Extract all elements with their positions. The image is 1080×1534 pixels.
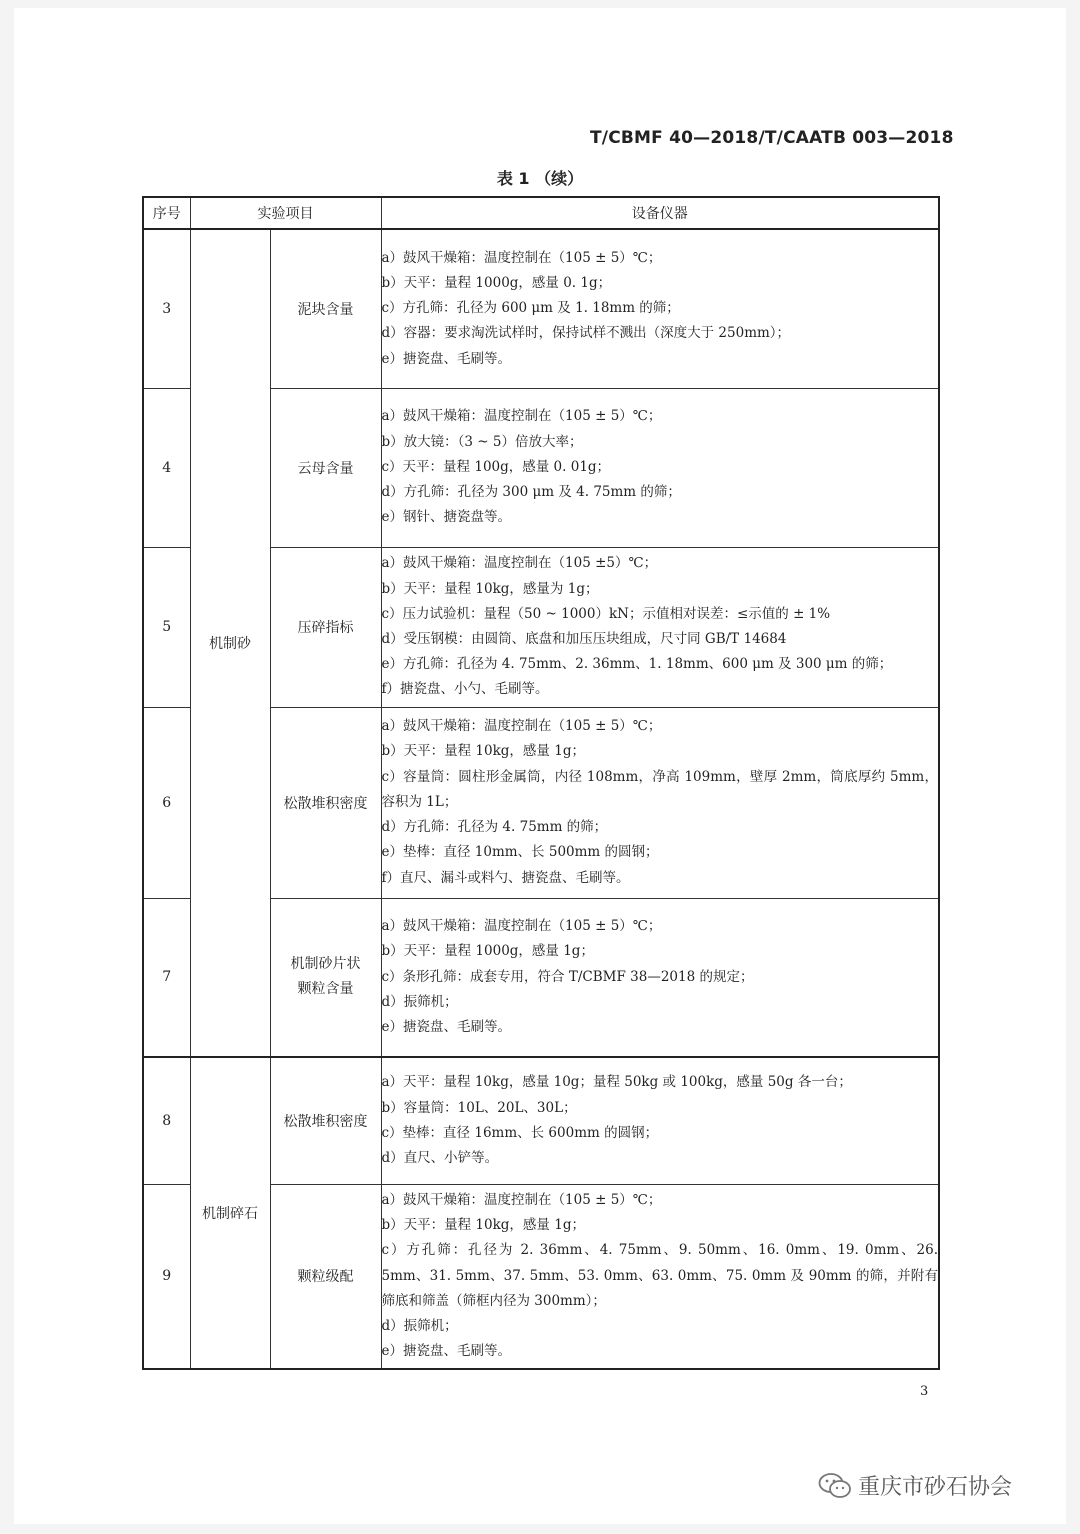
row-seq: 3 (143, 229, 190, 388)
equipment-line: c）垫棒：直径 16mm、长 600mm 的圆钢； (381, 1124, 659, 1141)
row-equipment (381, 898, 939, 1057)
equipment-line: a）鼓风干燥箱：温度控制在（105 ± 5）℃； (381, 918, 662, 935)
equipment-line: a）鼓风干燥箱：温度控制在（105 ± 5）℃； (381, 718, 662, 735)
equipment-line: c）压力试验机：量程（50 ~ 1000）kN；示值相对误差：≤示值的 ± 1% (381, 605, 831, 622)
row-item (270, 898, 381, 1057)
row-item: 松散堆积密度 (270, 1057, 381, 1184)
table-title: 表 1 （续） (496, 169, 584, 188)
equipment-line: d）容器：要求淘洗试样时，保持试样不溅出（深度大于 250mm）； (381, 325, 791, 342)
equipment-line: e）搪瓷盘、毛刷等。 (381, 1019, 511, 1036)
watermark (818, 1470, 1012, 1501)
row-seq: 8 (143, 1057, 190, 1184)
equipment-line: d）直尺、小铲等。 (381, 1149, 499, 1166)
equipment-line: e）方孔筛：孔径为 4. 75mm、2. 36mm、1. 18mm、600 μm 及 300 μm 的筛； (381, 656, 893, 673)
wechat-icon (818, 1472, 852, 1500)
equipment-line: d）受压钢模：由圆筒、底盘和加压压块组成，尺寸同 GB/T 14684 (381, 631, 787, 647)
equipment-line: f）搪瓷盘、小勺、毛刷等。 (381, 681, 549, 698)
document-code: T/CBMF 40—2018/T/CAATB 003—2018 (590, 128, 954, 148)
equipment-line: d）振筛机； (381, 993, 458, 1010)
equipment-line: b）天平：量程 1000g，感量 1g； (381, 943, 594, 960)
equipment-line: e）钢针、搪瓷盘等。 (381, 509, 511, 526)
row-item: 松散堆积密度 (270, 707, 381, 898)
equipment-line: e）垫棒：直径 10mm、长 500mm 的圆钢； (381, 844, 659, 861)
equipment-line: c）容量筒：圆柱形金属筒，内径 108mm，净高 109mm，壁厚 2mm，筒底厚约 5mm，容积为 1L； (381, 768, 938, 810)
equipment-line: a）鼓风干燥箱：温度控制在（105 ± 5）℃； (381, 249, 662, 266)
row-item: 颗粒级配 (270, 1184, 381, 1369)
page-number: 3 (920, 1384, 929, 1399)
group-name: 机制碎石 (190, 1057, 270, 1369)
equipment-line: c）方孔筛：孔径为 2. 36mm、4. 75mm、9. 50mm、16. 0mm、19. 0mm、26. 5mm、31. 5mm、37. 5mm、53. 0mm、63. 0mm、75. 0mm 及 90mm 的筛，并附有筛底和筛盖（筛框内径为 300mm）； (381, 1242, 938, 1309)
row-equipment (381, 547, 939, 707)
header-item: 实验项目 (190, 197, 381, 229)
equipment-line: c）条形孔筛：成套专用，符合 T/CBMF 38—2018 的规定； (381, 968, 754, 985)
equipment-line: c）天平：量程 100g，感量 0. 01g； (381, 458, 611, 475)
row-item: 压碎指标 (270, 547, 381, 707)
table-row (143, 229, 939, 388)
row-item: 泥块含量 (270, 229, 381, 388)
row-seq: 5 (143, 547, 190, 707)
row-equipment (381, 388, 939, 547)
row-equipment (381, 229, 939, 388)
equipment-line: d）振筛机； (381, 1318, 458, 1335)
row-seq: 4 (143, 388, 190, 547)
equipment-line: a）鼓风干燥箱：温度控制在（105 ± 5）℃； (381, 408, 662, 425)
header-seq: 序号 (143, 197, 190, 229)
row-equipment (381, 1057, 939, 1184)
table-header-row (143, 197, 939, 229)
equipment-line: b）天平：量程 10kg，感量 1g； (381, 1217, 585, 1234)
row-equipment (381, 707, 939, 898)
equipment-line: e）搪瓷盘、毛刷等。 (381, 1343, 511, 1360)
equipment-line: a）天平：量程 10kg，感量 10g；量程 50kg 或 100kg，感量 50g 各一台； (381, 1074, 852, 1091)
equipment-line: b）放大镜：（3 ~ 5）倍放大率； (381, 433, 583, 450)
row-seq: 9 (143, 1184, 190, 1369)
equipment-line: c）方孔筛：孔径为 600 μm 及 1. 18mm 的筛； (381, 300, 680, 317)
equipment-line: e）搪瓷盘、毛刷等。 (381, 350, 511, 367)
table-row (143, 1057, 939, 1184)
equipment-line: d）方孔筛：孔径为 4. 75mm 的筛； (381, 819, 608, 836)
equipment-line: a）鼓风干燥箱：温度控制在（105 ± 5）℃； (381, 1192, 662, 1209)
row-seq: 6 (143, 707, 190, 898)
equipment-line: b）天平：量程 10kg，感量为 1g； (381, 580, 599, 597)
group-name: 机制砂 (190, 229, 270, 1057)
row-item-line: 机制砂片状 (290, 956, 361, 973)
row-item: 云母含量 (270, 388, 381, 547)
row-seq: 7 (143, 898, 190, 1057)
equipment-line: a）鼓风干燥箱：温度控制在（105 ±5）℃； (381, 555, 658, 572)
equipment-line: b）天平：量程 1000g，感量 0. 1g； (381, 274, 612, 291)
header-equipment: 设备仪器 (381, 197, 939, 229)
equipment-line: b）天平：量程 10kg，感量 1g； (381, 743, 585, 760)
watermark-text: 重庆市砂石协会 (858, 1475, 1013, 1500)
row-item-line: 颗粒含量 (297, 981, 354, 998)
row-equipment (381, 1184, 939, 1369)
equipment-table (142, 196, 940, 1370)
equipment-line: b）容量筒：10L、20L、30L； (381, 1099, 577, 1116)
equipment-line: d）方孔筛：孔径为 300 μm 及 4. 75mm 的筛； (381, 484, 681, 501)
equipment-line: f）直尺、漏斗或料勺、搪瓷盘、毛刷等。 (381, 869, 630, 886)
